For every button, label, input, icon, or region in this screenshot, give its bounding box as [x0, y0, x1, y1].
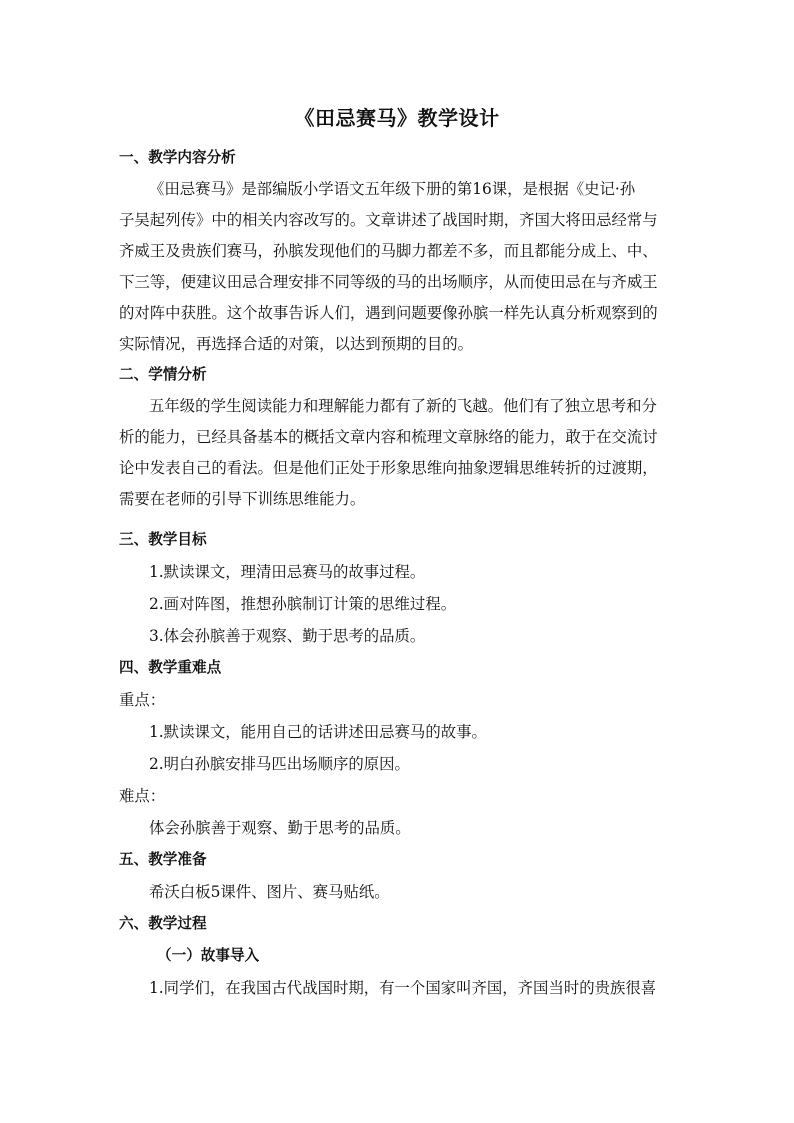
objective-item: 3.体会孙膑善于观察、勤于思考的品质。 [149, 627, 426, 645]
difficulty-item: 体会孙膑善于观察、勤于思考的品质。 [149, 819, 411, 837]
paragraph-line: 下三等，便建议田忌合理安排不同等级的马的出场顺序，从而使田忌在与齐威王 [119, 273, 658, 291]
paragraph-line: 1.同学们，在我国古代战国时期，有一个国家叫齐国，齐国当时的贵族很喜 [149, 979, 657, 997]
paragraph-line: 的对阵中获胜。这个故事告诉人们，遇到问题要像孙膑一样先认真分析观察到的 [119, 304, 658, 322]
paragraph-line: 《田忌赛马》是部编版小学语文五年级下册的第16课，是根据《史记·孙 [149, 180, 636, 198]
section-heading-key-points: 四、教学重难点 [119, 659, 222, 676]
preparation-text: 希沃白板5课件、图片、赛马贴纸。 [149, 883, 390, 901]
paragraph-line: 子吴起列传》中的相关内容改写的。文章讲述了战国时期，齐国大将田忌经常与 [119, 211, 658, 229]
paragraph-line: 需要在老师的引导下训练思维能力。 [119, 490, 366, 508]
focus-label: 重点： [119, 691, 166, 709]
section-heading-preparation: 五、教学准备 [119, 851, 207, 868]
document-title: 《田忌赛马》教学设计 [294, 106, 500, 130]
paragraph-line: 齐威王及贵族们赛马，孙膑发现他们的马脚力都差不多，而且都能分成上、中、 [119, 242, 658, 260]
paragraph-line: 析的能力，已经具备基本的概括文章内容和梳理文章脉络的能力，敢于在交流讨 [119, 428, 658, 446]
objective-item: 2.画对阵图，推想孙膑制订计策的思维过程。 [149, 595, 457, 613]
section-heading-objectives: 三、教学目标 [119, 531, 207, 548]
section-heading-student-analysis: 二、学情分析 [119, 366, 207, 383]
objective-item: 1.默读课文，理清田忌赛马的故事过程。 [149, 563, 426, 581]
paragraph-line: 论中发表自己的看法。但是他们正处于形象思维向抽象逻辑思维转折的过渡期， [119, 459, 658, 477]
focus-item: 1.默读课文，能用自己的话讲述田忌赛马的故事。 [149, 723, 487, 741]
section-heading-process: 六、教学过程 [119, 915, 207, 932]
paragraph-line: 五年级的学生阅读能力和理解能力都有了新的飞越。他们有了独立思考和分 [149, 397, 657, 415]
paragraph-line: 实际情况，再选择合适的对策，以达到预期的目的。 [119, 335, 473, 353]
focus-item: 2.明白孙膑安排马匹出场顺序的原因。 [149, 755, 410, 773]
difficulty-label: 难点： [119, 787, 166, 805]
section-heading-content-analysis: 一、教学内容分析 [119, 149, 236, 166]
process-subheading: （一）故事导入 [157, 947, 260, 964]
